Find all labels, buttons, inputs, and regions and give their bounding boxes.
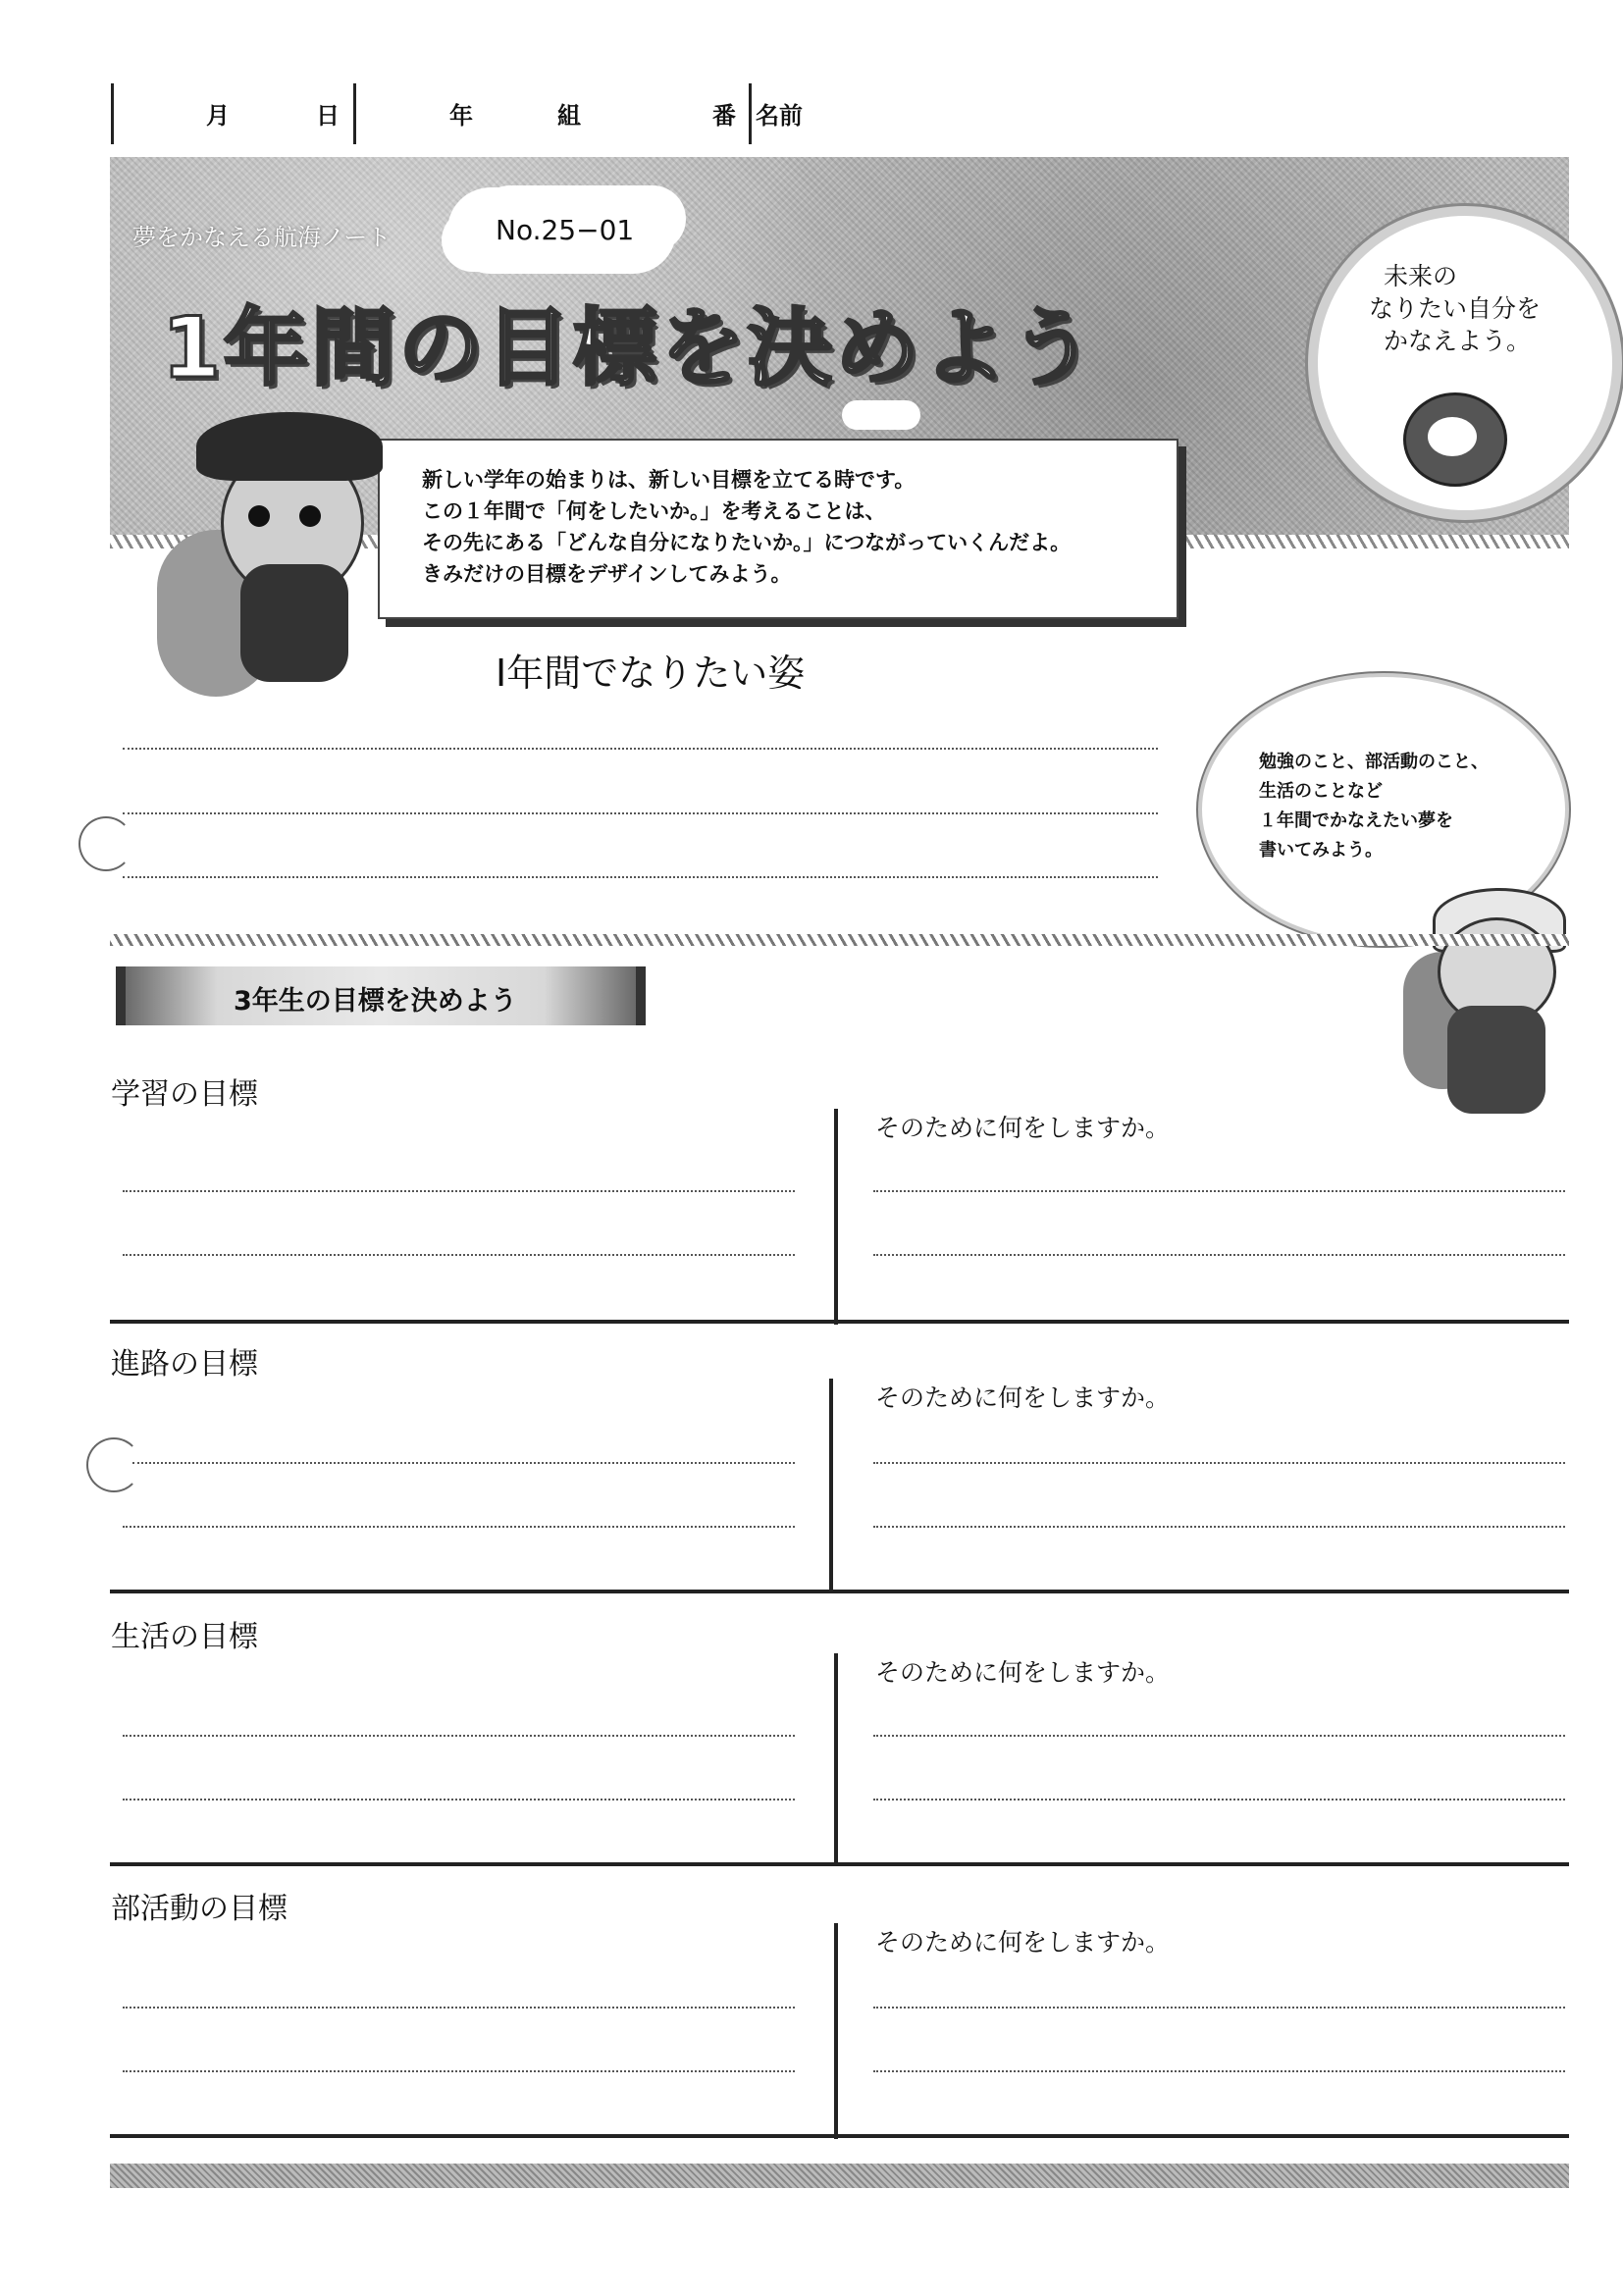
header-divider [749, 83, 752, 144]
goal-label: 進路の目標 [111, 1347, 258, 1382]
punch-hole [86, 1437, 141, 1492]
name-label: 名前 [756, 102, 803, 130]
thought-text: １年間でかなえたい夢を [1259, 810, 1453, 831]
question-label: そのために何をしますか。 [875, 1383, 1171, 1412]
writing-line [123, 1735, 795, 1737]
writing-line [873, 1735, 1565, 1737]
future-text: なりたい自分を [1369, 294, 1542, 323]
column-divider [834, 1109, 838, 1325]
sheet-number: No.25−01 [496, 214, 635, 246]
writing-line [123, 2007, 795, 2009]
writing-line [873, 2007, 1565, 2009]
goal-label: 部活動の目標 [111, 1892, 288, 1926]
series-name: 夢をかなえる航海ノート [132, 224, 392, 251]
small-cloud [842, 400, 920, 430]
writing-line [873, 1254, 1565, 1256]
section-divider [110, 934, 1569, 946]
question-label: そのために何をしますか。 [875, 1658, 1171, 1687]
page-title: 1年間の目標を決めよう [162, 299, 1097, 397]
message-line: この１年間で「何をしたいか。」を考えることは、 [422, 499, 886, 523]
question-label: そのために何をしますか。 [875, 1928, 1171, 1957]
row-rule [110, 2134, 1569, 2138]
column-divider [829, 1379, 833, 1590]
want-section-title: Ⅰ年間でなりたい姿 [496, 652, 806, 695]
day-label: 日 [316, 102, 340, 130]
message-line: きみだけの目標をデザインしてみよう。 [422, 562, 792, 586]
footer-band [110, 2164, 1569, 2188]
goals-section-title: 3年生の目標を決めよう [234, 986, 517, 1017]
writing-line [123, 1190, 795, 1192]
class-label: 組 [557, 102, 581, 130]
writing-line [873, 1526, 1565, 1528]
header-divider [111, 83, 114, 144]
punch-hole [79, 816, 133, 871]
writing-line [132, 1462, 795, 1464]
writing-line [873, 2070, 1565, 2072]
column-divider [834, 1653, 838, 1864]
future-text: かなえよう。 [1384, 327, 1532, 355]
writing-line [123, 876, 1158, 878]
writing-line [123, 1526, 795, 1528]
question-label: そのために何をしますか。 [875, 1114, 1171, 1142]
month-label: 月 [206, 102, 230, 130]
header-divider [353, 83, 356, 144]
year-label: 年 [449, 102, 473, 130]
future-text: 未来の [1384, 262, 1458, 290]
column-divider [834, 1923, 838, 2139]
thought-text: 勉強のこと、部活動のこと、 [1259, 752, 1489, 772]
message-line: 新しい学年の始まりは、新しい目標を立てる時です。 [422, 468, 916, 492]
writing-line [123, 812, 1158, 814]
row-rule [110, 1590, 1569, 1593]
thought-text: 書いてみよう。 [1259, 840, 1383, 861]
writing-line [123, 2070, 795, 2072]
writing-line [123, 748, 1158, 750]
writing-line [123, 1799, 795, 1800]
message-line: その先にある「どんな自分になりたいか。」につながっていくんだよ。 [422, 531, 1072, 554]
writing-line [123, 1254, 795, 1256]
row-rule [110, 1320, 1569, 1324]
row-rule [110, 1862, 1569, 1866]
goal-label: 学習の目標 [111, 1077, 258, 1112]
goal-label: 生活の目標 [111, 1620, 258, 1654]
thought-text: 生活のことなど [1259, 781, 1383, 802]
writing-line [873, 1190, 1565, 1192]
writing-line [873, 1799, 1565, 1800]
writing-line [873, 1462, 1565, 1464]
number-label: 番 [712, 102, 736, 130]
